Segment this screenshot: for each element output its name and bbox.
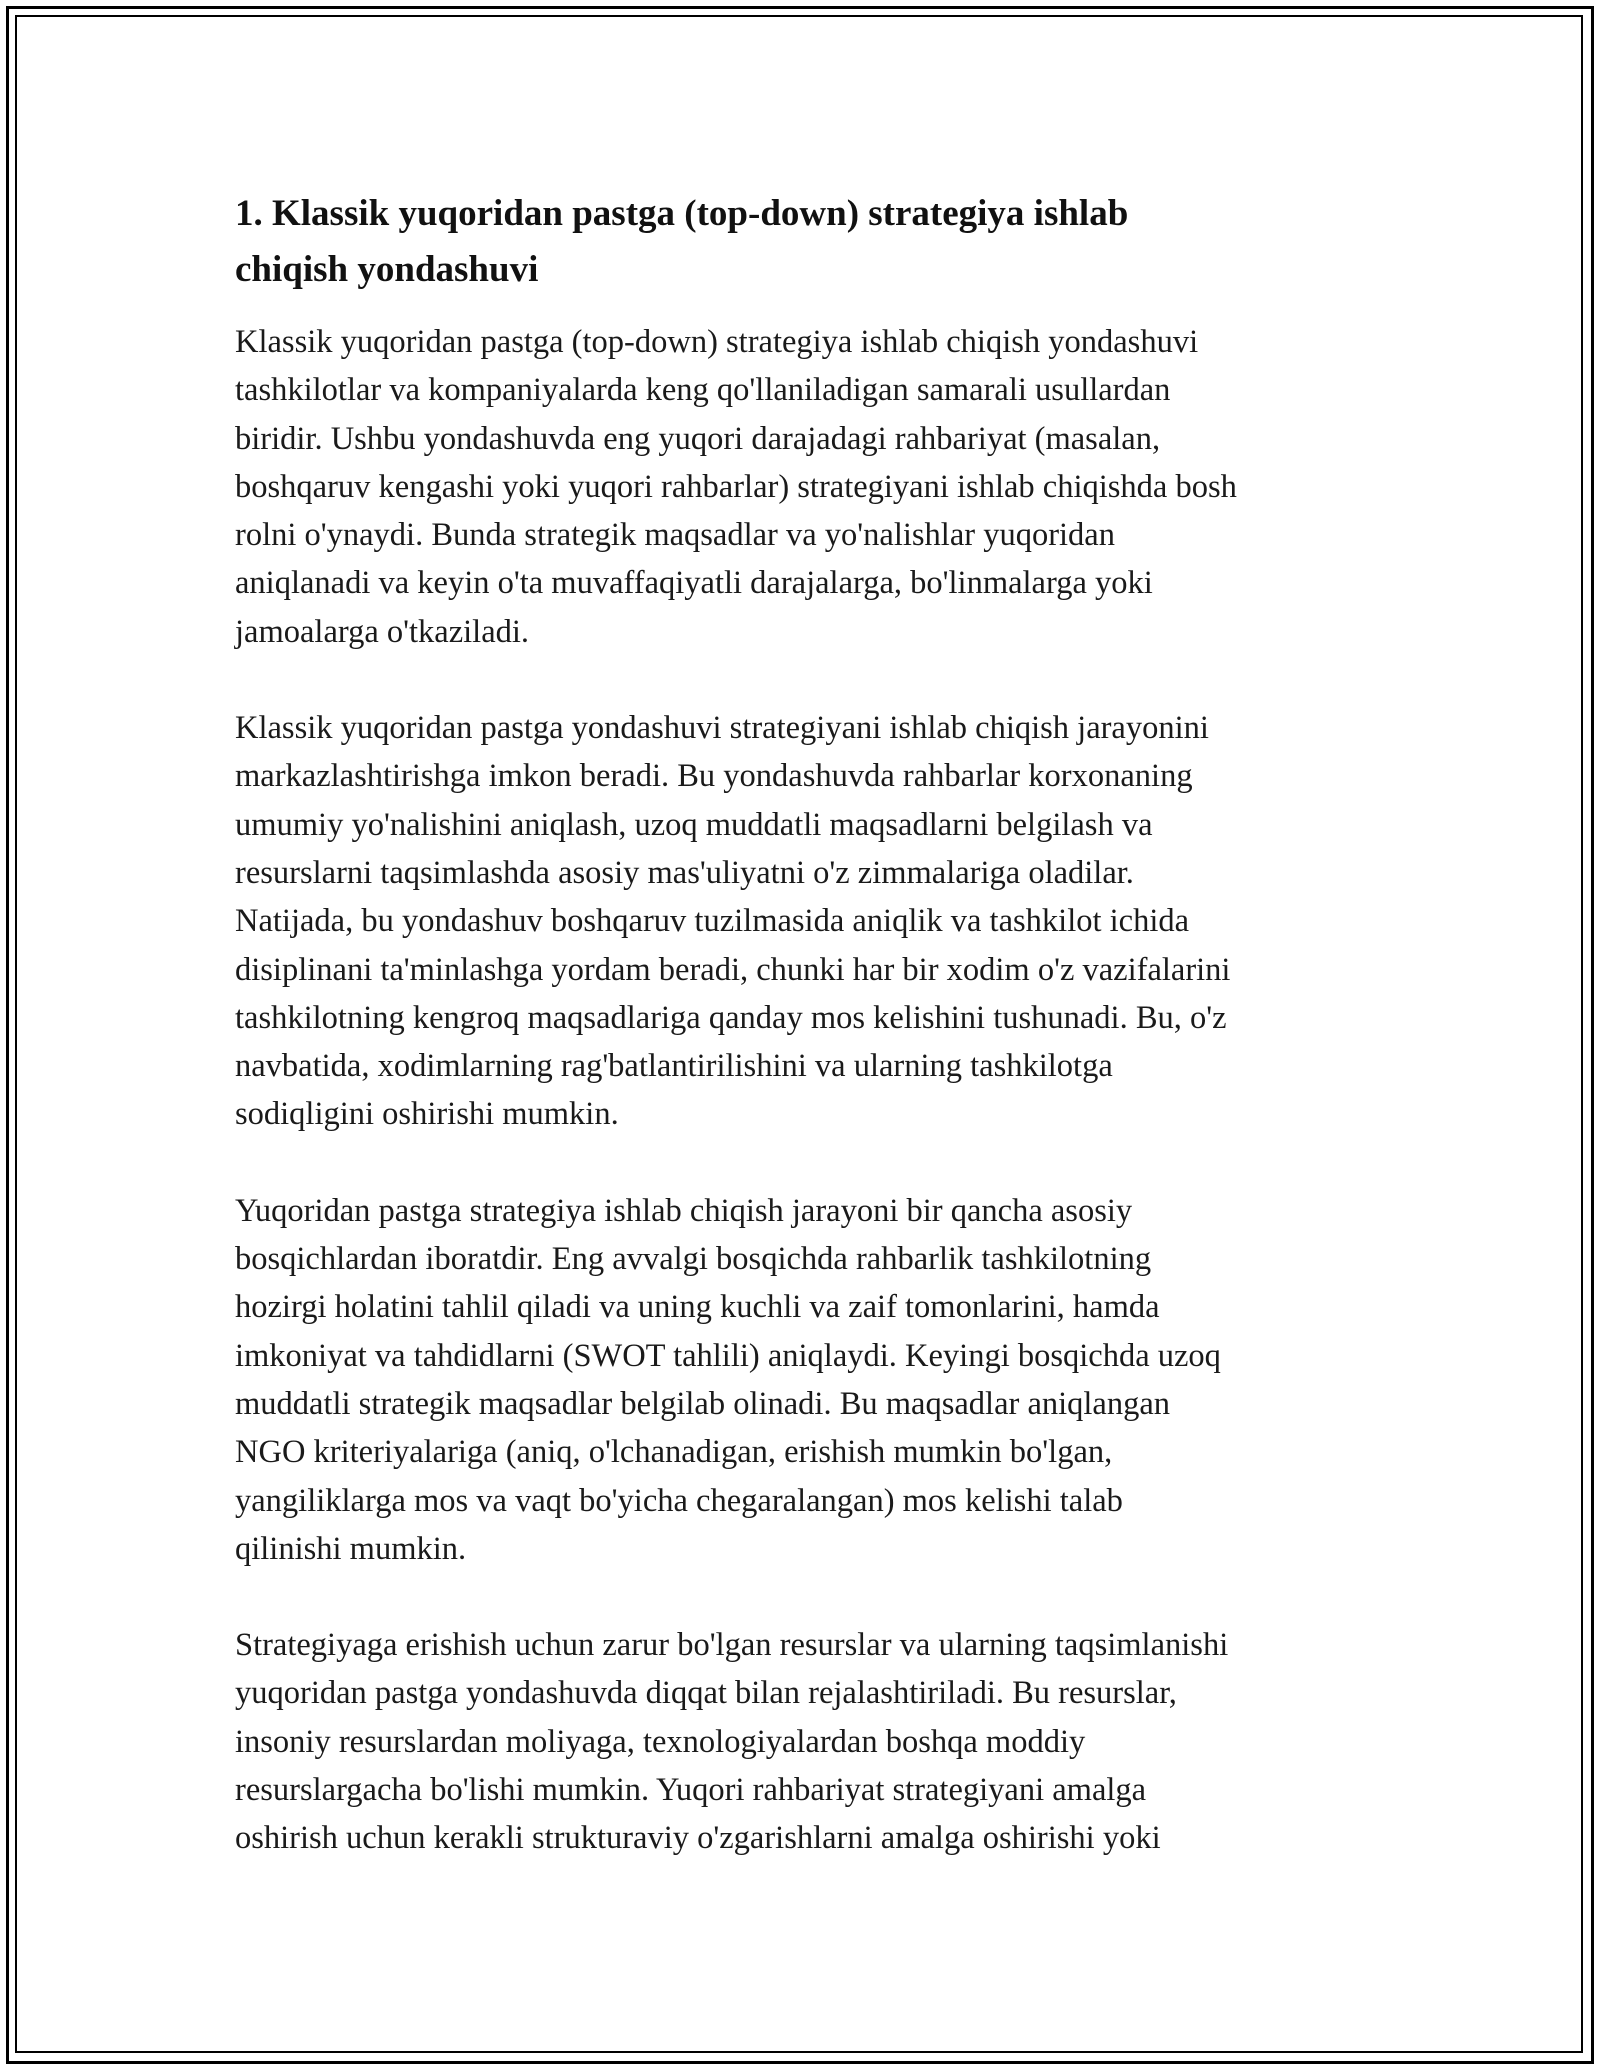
text-line: resurslargacha bo'lishi mumkin. Yuqori rahbariyat strategiyani amalga — [235, 1772, 1147, 1809]
heading-line: chiqish yondashuvi — [235, 249, 539, 290]
text-line: tashkilotlar va kompaniyalarda keng qo'llaniladigan samarali usullardan — [235, 372, 1171, 409]
text-line: tashkilotning kengroq maqsadlariga qanday mos kelishini tushunadi. Bu, o'z — [235, 999, 1227, 1036]
text-line: aniqlanadi va keyin o'ta muvaffaqiyatli darajalarga, bo'linmalarga yoki — [235, 565, 1153, 602]
text-line: oshirish uchun kerakli strukturaviy o'zgarishlarni amalga oshirishi yoki — [235, 1820, 1161, 1857]
text-line: Klassik yuqoridan pastga yondashuvi strategiyani ishlab chiqish jarayonini — [235, 710, 1209, 747]
text-line: Strategiyaga erishish uchun zarur bo'lgan resurslar va ularning taqsimlanishi — [235, 1627, 1229, 1664]
text-line: imkoniyat va tahdidlarni (SWOT tahlili) aniqlaydi. Keyingi bosqichda uzoq — [235, 1337, 1221, 1374]
paragraph-2 — [235, 704, 1395, 1139]
text-line: jamoalarga o'tkaziladi. — [235, 613, 530, 650]
paragraph-1 — [235, 318, 1395, 656]
text-line: bosqichlardan iboratdir. Eng avvalgi bosqichda rahbarlik tashkilotning — [235, 1241, 1152, 1278]
document-body — [235, 186, 1395, 1911]
text-line: hozirgi holatini tahlil qiladi va uning kuchli va zaif tomonlarini, hamda — [235, 1289, 1160, 1326]
text-line: sodiqligini oshirishi mumkin. — [235, 1096, 619, 1133]
paragraph-4 — [235, 1621, 1395, 1862]
text-line: disiplinani ta'minlashga yordam beradi, chunki har bir xodim o'z vazifalarini — [235, 951, 1231, 988]
text-line: qilinishi mumkin. — [235, 1530, 467, 1567]
text-line: Klassik yuqoridan pastga (top-down) strategiya ishlab chiqish yondashuvi — [235, 324, 1199, 360]
text-line: muddatli strategik maqsadlar belgilab olinadi. Bu maqsadlar aniqlangan — [235, 1385, 1171, 1422]
text-line: biridir. Ushbu yondashuvda eng yuqori darajadagi rahbariyat (masalan, — [235, 420, 1161, 457]
heading-line: 1. Klassik yuqoridan pastga (top-down) strategiya ishlab — [235, 193, 1129, 234]
text-line: yangiliklarga mos va vaqt bo'yicha chegaralangan) mos kelishi talab — [235, 1482, 1123, 1519]
section-heading — [235, 186, 1395, 298]
text-line: boshqaruv kengashi yoki yuqori rahbarlar) strategiyani ishlab chiqishda bosh — [235, 468, 1237, 505]
text-line: yuqoridan pastga yondashuvda diqqat bilan rejalashtiriladi. Bu resurslar, — [235, 1675, 1177, 1712]
text-line: Yuqoridan pastga strategiya ishlab chiqish jarayoni bir qancha asosiy — [235, 1192, 1133, 1229]
text-line: markazlashtirishga imkon beradi. Bu yondashuvda rahbarlar korxonaning — [235, 758, 1193, 795]
text-line: resurslarni taqsimlashda asosiy mas'uliyatni o'z zimmalariga oladilar. — [235, 854, 1134, 891]
text-line: navbatida, xodimlarning rag'batlantirilishini va ularning tashkilotga — [235, 1048, 1113, 1085]
text-line: Natijada, bu yondashuv boshqaruv tuzilmasida aniqlik va tashkilot ichida — [235, 903, 1190, 940]
text-line: umumiy yo'nalishini aniqlash, uzoq muddatli maqsadlarni belgilash va — [235, 806, 1153, 843]
paragraph-3 — [235, 1187, 1395, 1573]
text-line: NGO kriteriyalariga (aniq, o'lchanadigan, erishish mumkin bo'lgan, — [235, 1434, 1113, 1471]
text-line: insoniy resurslardan moliyaga, texnologiyalardan boshqa moddiy — [235, 1723, 1086, 1760]
text-line: rolni o'ynaydi. Bunda strategik maqsadlar va yo'nalishlar yuqoridan — [235, 517, 1115, 554]
